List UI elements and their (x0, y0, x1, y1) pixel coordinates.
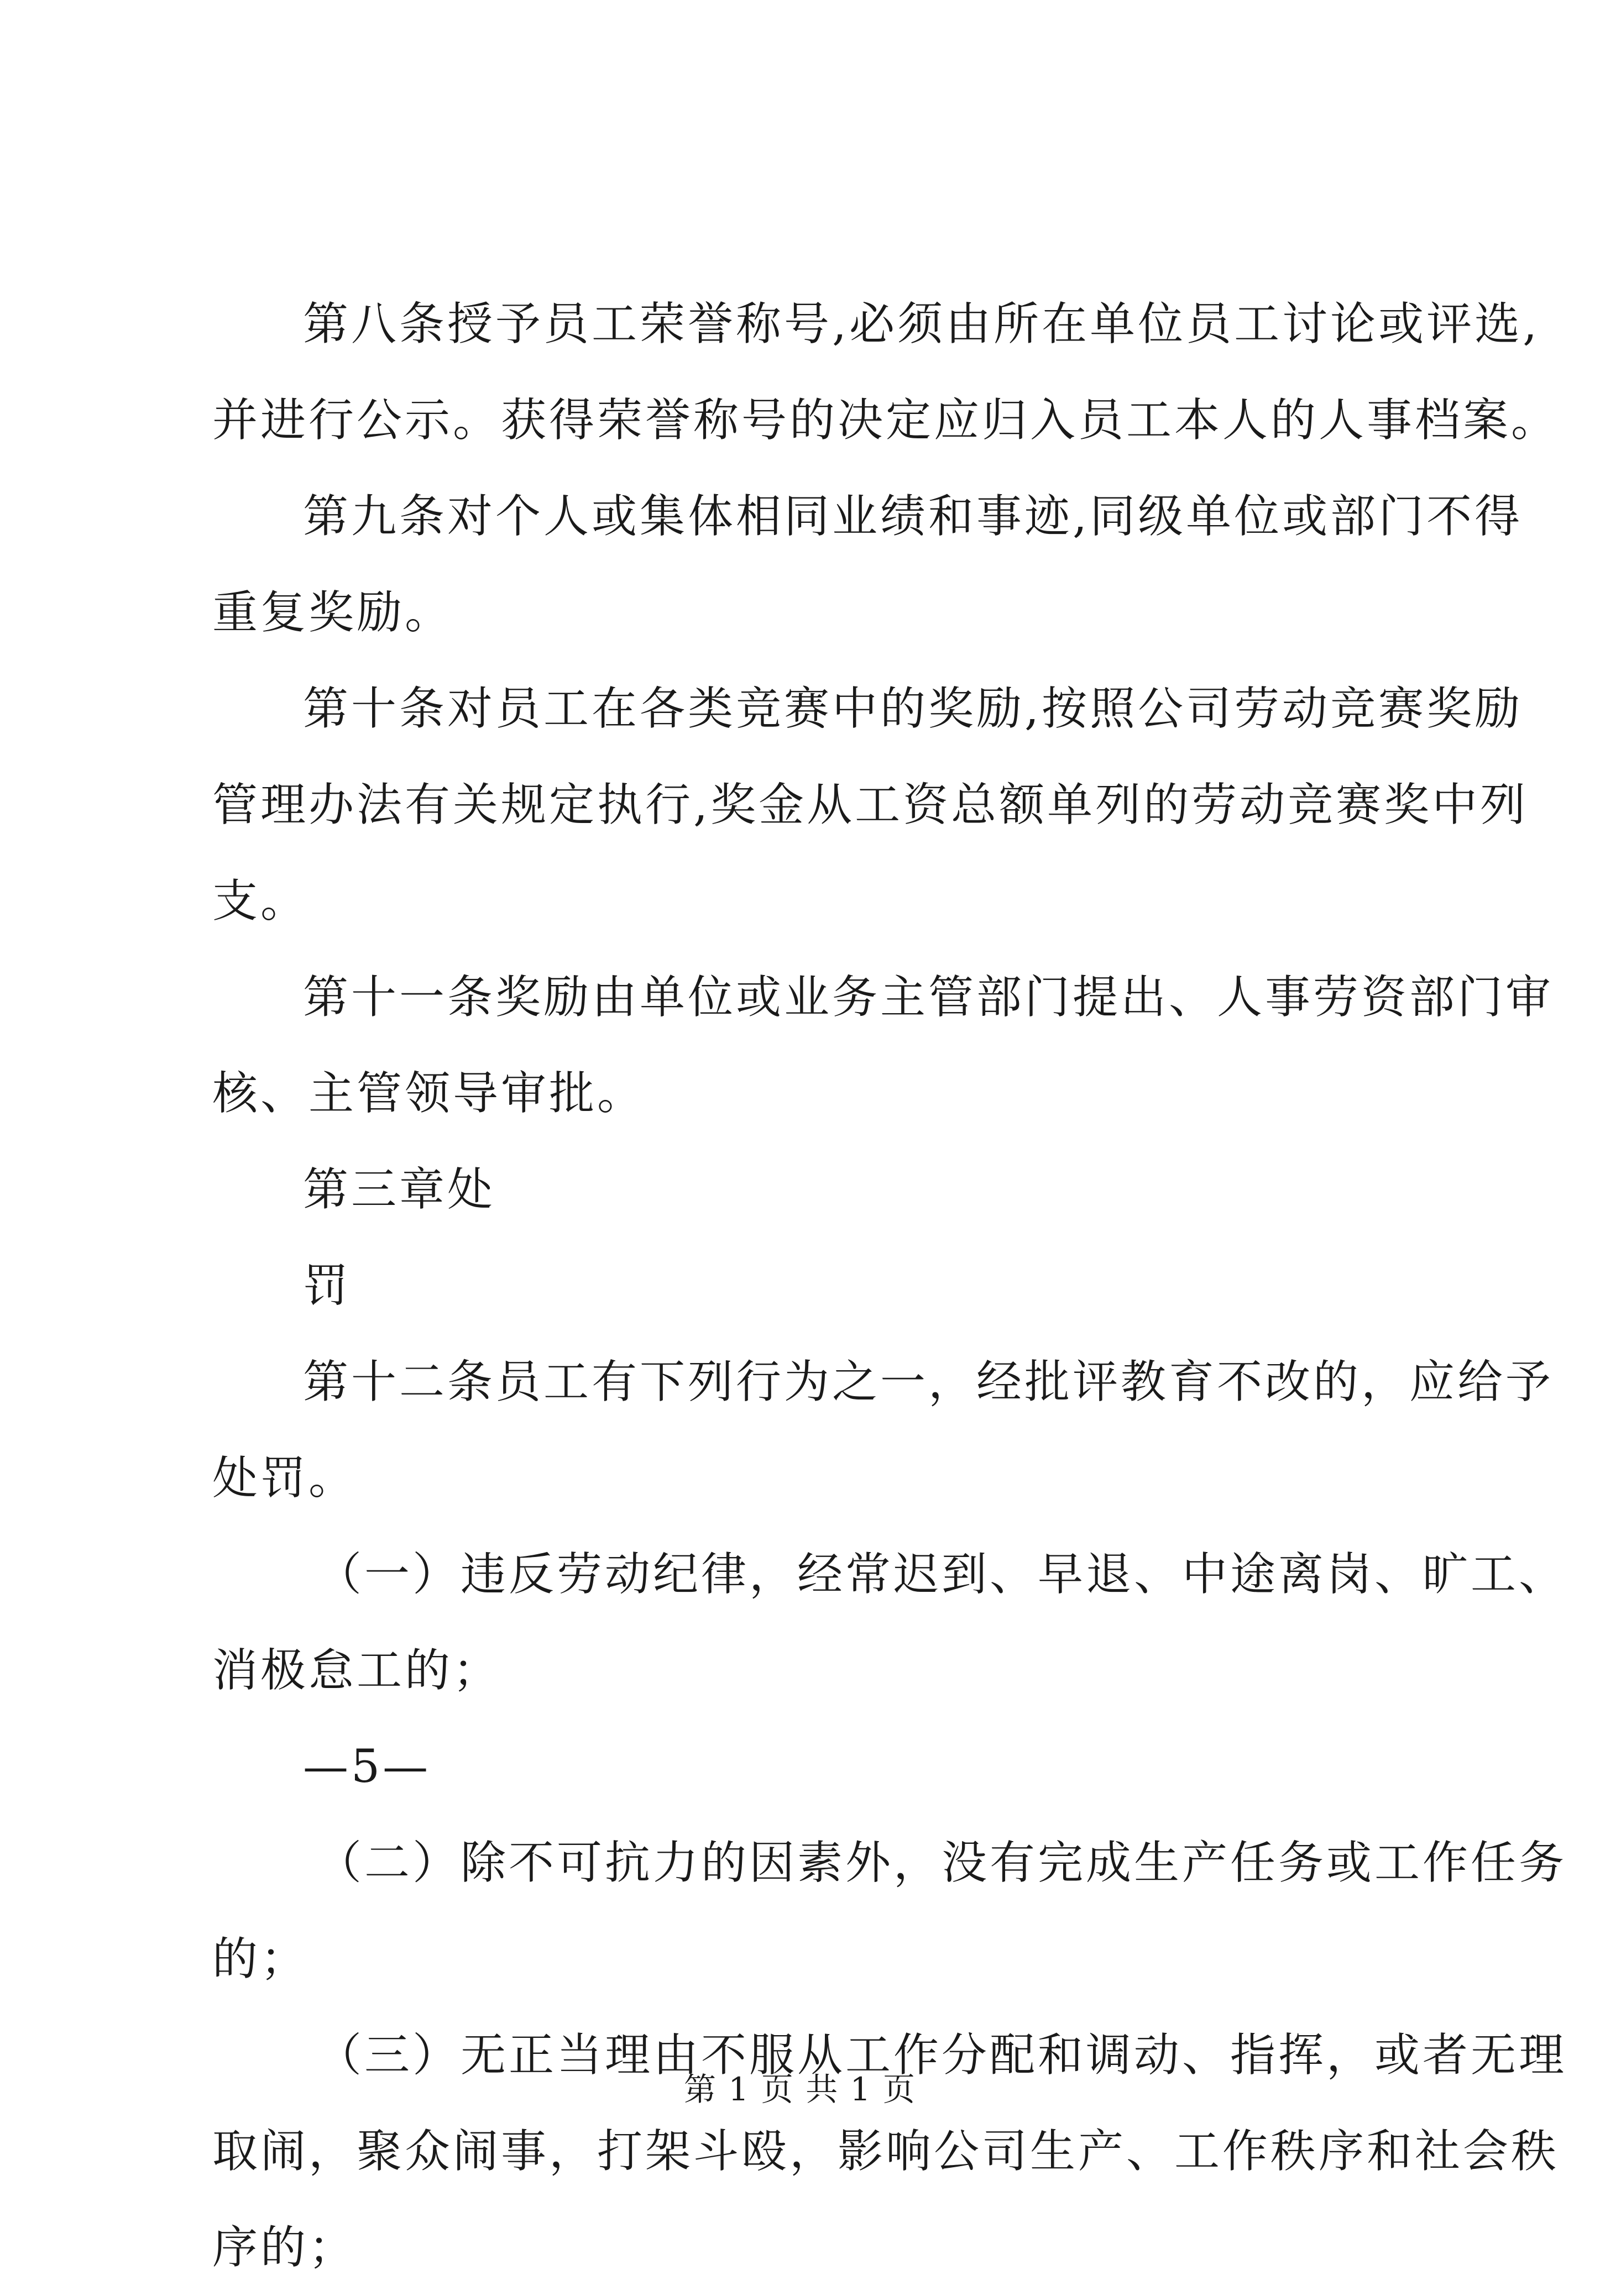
paragraph-line: 处罚。 (212, 1452, 357, 1505)
document-body (212, 276, 1567, 2296)
list-item-line: 消极怠工的； (212, 1644, 501, 1697)
list-item-line: 的； (212, 1933, 309, 1985)
chapter-heading: 罚 (303, 1260, 352, 1312)
paragraph-line: 第九条对个人或集体相同业绩和事迹,同级单位或部门不得 (303, 490, 1523, 543)
list-item-line: （三）无正当理由不服从工作分配和调动、指挥，或者无理 (316, 2029, 1567, 2082)
paragraph-line: 第十条对员工在各类竞赛中的奖励,按照公司劳动竞赛奖励 (303, 683, 1523, 735)
paragraph-line: 核、主管领导审批。 (212, 1067, 646, 1120)
paragraph-line: 重复奖励。 (212, 586, 453, 639)
paragraph-line: 并进行公示。获得荣誉称号的决定应归入员工本人的人事档案。 (212, 394, 1560, 447)
chapter-heading: 第三章处 (303, 1163, 496, 1216)
list-item-line: 取闹，聚众闹事，打架斗殴，影响公司生产、工作秩序和社会秩 (212, 2125, 1560, 2178)
inline-page-number: —5— (303, 1741, 431, 1793)
paragraph-line: 第十二条员工有下列行为之一，经批评教育不改的，应给予 (303, 1356, 1554, 1408)
paragraph-line: 第十一条奖励由单位或业务主管部门提出、人事劳资部门审 (303, 971, 1554, 1024)
paragraph-line: 支。 (212, 875, 309, 927)
page-footer: 第 1 页 共 1 页 (684, 2070, 916, 2108)
paragraph-line: 第八条授予员工荣誉称号,必须由所在单位员工讨论或评选, (303, 298, 1540, 350)
paragraph-line: 管理办法有关规定执行,奖金从工资总额单列的劳动竞赛奖中列 (212, 779, 1529, 831)
list-item-line: （二）除不可抗力的因素外，没有完成生产任务或工作任务 (316, 1837, 1567, 1889)
list-item-line: 序的； (212, 2221, 357, 2274)
list-item-line: （一）违反劳动纪律，经常迟到、早退、中途离岗、旷工、 (316, 1548, 1567, 1601)
